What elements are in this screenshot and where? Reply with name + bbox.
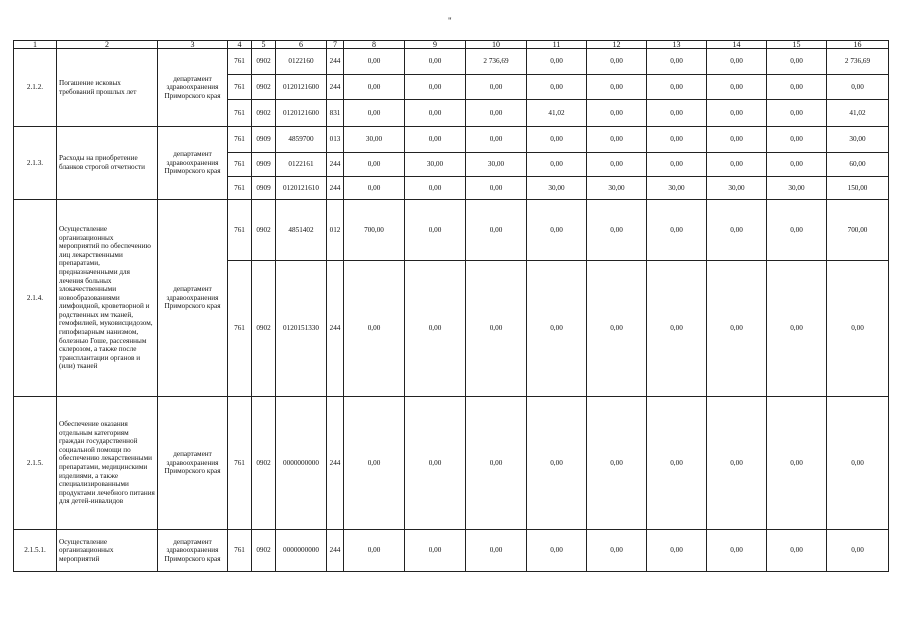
target-article-code: 0000000000 xyxy=(276,397,327,530)
table-row xyxy=(14,530,889,572)
year-value: 30,00 xyxy=(466,153,527,177)
total-value: 700,00 xyxy=(827,200,889,261)
year-value: 0,00 xyxy=(405,530,466,572)
table-row xyxy=(14,397,889,530)
year-value: 0,00 xyxy=(527,530,587,572)
grbs-code: 761 xyxy=(228,153,252,177)
year-value: 0,00 xyxy=(466,100,527,127)
target-article-code: 0122160 xyxy=(276,49,327,75)
column-header: 9 xyxy=(405,41,466,49)
year-value: 0,00 xyxy=(344,177,405,200)
section-code: 0902 xyxy=(252,261,276,397)
year-value: 0,00 xyxy=(707,530,767,572)
target-article-code: 0120151330 xyxy=(276,261,327,397)
column-header: 10 xyxy=(466,41,527,49)
target-article-code: 0120121600 xyxy=(276,100,327,127)
year-value: 0,00 xyxy=(466,177,527,200)
target-article-code: 0122161 xyxy=(276,153,327,177)
year-value: 30,00 xyxy=(344,127,405,153)
column-header: 15 xyxy=(767,41,827,49)
total-value: 150,00 xyxy=(827,177,889,200)
year-value: 30,00 xyxy=(647,177,707,200)
expense-type-code: 013 xyxy=(327,127,344,153)
total-value: 41,02 xyxy=(827,100,889,127)
year-value: 0,00 xyxy=(344,261,405,397)
expense-type-code: 244 xyxy=(327,153,344,177)
year-value: 0,00 xyxy=(647,153,707,177)
item-number: 2.1.4. xyxy=(14,200,57,397)
section-code: 0909 xyxy=(252,127,276,153)
section-code: 0902 xyxy=(252,397,276,530)
year-value: 0,00 xyxy=(707,127,767,153)
expense-type-code: 831 xyxy=(327,100,344,127)
year-value: 41,02 xyxy=(527,100,587,127)
expense-type-code: 244 xyxy=(327,397,344,530)
year-value: 0,00 xyxy=(587,127,647,153)
year-value: 0,00 xyxy=(344,530,405,572)
responsible-department: департамент здравоохранения Приморского края xyxy=(158,49,228,127)
year-value: 30,00 xyxy=(527,177,587,200)
year-value: 0,00 xyxy=(344,397,405,530)
year-value: 0,00 xyxy=(527,261,587,397)
grbs-code: 761 xyxy=(228,127,252,153)
column-header: 14 xyxy=(707,41,767,49)
grbs-code: 761 xyxy=(228,100,252,127)
section-code: 0902 xyxy=(252,100,276,127)
item-number: 2.1.2. xyxy=(14,49,57,127)
year-value: 0,00 xyxy=(707,261,767,397)
grbs-code: 761 xyxy=(228,397,252,530)
year-value: 0,00 xyxy=(767,49,827,75)
section-code: 0902 xyxy=(252,75,276,100)
table-row xyxy=(14,127,889,153)
year-value: 0,00 xyxy=(647,127,707,153)
year-value: 0,00 xyxy=(767,127,827,153)
target-article-code: 0000000000 xyxy=(276,530,327,572)
expense-type-code: 244 xyxy=(327,177,344,200)
grbs-code: 761 xyxy=(228,530,252,572)
year-value: 700,00 xyxy=(344,200,405,261)
year-value: 0,00 xyxy=(466,397,527,530)
responsible-department: департамент здравоохранения Приморского края xyxy=(158,530,228,572)
page-mark: " xyxy=(448,16,452,26)
year-value: 0,00 xyxy=(405,397,466,530)
year-value: 0,00 xyxy=(767,75,827,100)
year-value: 0,00 xyxy=(647,75,707,100)
year-value: 0,00 xyxy=(344,75,405,100)
year-value: 0,00 xyxy=(587,153,647,177)
budget-table xyxy=(13,40,889,572)
year-value: 0,00 xyxy=(767,200,827,261)
year-value: 0,00 xyxy=(344,100,405,127)
grbs-code: 761 xyxy=(228,177,252,200)
year-value: 30,00 xyxy=(767,177,827,200)
year-value: 0,00 xyxy=(466,530,527,572)
year-value: 0,00 xyxy=(527,127,587,153)
table-row xyxy=(14,49,889,75)
year-value: 0,00 xyxy=(587,261,647,397)
column-header: 11 xyxy=(527,41,587,49)
year-value: 0,00 xyxy=(587,397,647,530)
grbs-code: 761 xyxy=(228,200,252,261)
activity-description: Расходы на приобретение бланков строгой отчетности xyxy=(57,127,158,200)
column-header: 5 xyxy=(252,41,276,49)
year-value: 0,00 xyxy=(707,153,767,177)
section-code: 0909 xyxy=(252,153,276,177)
column-header: 12 xyxy=(587,41,647,49)
year-value: 0,00 xyxy=(647,397,707,530)
year-value: 0,00 xyxy=(466,127,527,153)
grbs-code: 761 xyxy=(228,75,252,100)
table-row xyxy=(14,200,889,261)
year-value: 0,00 xyxy=(587,200,647,261)
target-article-code: 4851402 xyxy=(276,200,327,261)
column-header: 7 xyxy=(327,41,344,49)
year-value: 0,00 xyxy=(466,261,527,397)
target-article-code: 4859700 xyxy=(276,127,327,153)
year-value: 0,00 xyxy=(466,75,527,100)
year-value: 0,00 xyxy=(707,397,767,530)
year-value: 0,00 xyxy=(647,530,707,572)
activity-description: Погашение исковых требований прошлых лет xyxy=(57,49,158,127)
year-value: 0,00 xyxy=(647,49,707,75)
column-header: 16 xyxy=(827,41,889,49)
year-value: 0,00 xyxy=(344,153,405,177)
table-body xyxy=(14,41,889,572)
year-value: 0,00 xyxy=(405,261,466,397)
year-value: 0,00 xyxy=(767,261,827,397)
year-value: 0,00 xyxy=(767,530,827,572)
responsible-department: департамент здравоохранения Приморского края xyxy=(158,127,228,200)
year-value: 0,00 xyxy=(587,49,647,75)
total-value: 60,00 xyxy=(827,153,889,177)
expense-type-code: 244 xyxy=(327,75,344,100)
column-header: 13 xyxy=(647,41,707,49)
year-value: 30,00 xyxy=(587,177,647,200)
year-value: 0,00 xyxy=(767,153,827,177)
item-number: 2.1.3. xyxy=(14,127,57,200)
total-value: 0,00 xyxy=(827,261,889,397)
column-number-header-row xyxy=(14,41,889,49)
column-header: 1 xyxy=(14,41,57,49)
expense-type-code: 244 xyxy=(327,530,344,572)
year-value: 0,00 xyxy=(647,200,707,261)
year-value: 2 736,69 xyxy=(466,49,527,75)
expense-type-code: 244 xyxy=(327,261,344,397)
section-code: 0902 xyxy=(252,49,276,75)
year-value: 0,00 xyxy=(405,100,466,127)
section-code: 0902 xyxy=(252,200,276,261)
year-value: 0,00 xyxy=(767,100,827,127)
year-value: 0,00 xyxy=(405,75,466,100)
column-header: 8 xyxy=(344,41,405,49)
section-code: 0909 xyxy=(252,177,276,200)
item-number: 2.1.5. xyxy=(14,397,57,530)
year-value: 0,00 xyxy=(587,75,647,100)
total-value: 30,00 xyxy=(827,127,889,153)
year-value: 0,00 xyxy=(707,200,767,261)
year-value: 0,00 xyxy=(647,100,707,127)
activity-description: Осуществление организационных мероприятий xyxy=(57,530,158,572)
grbs-code: 761 xyxy=(228,49,252,75)
activity-description: Осуществление организационных мероприятий по обеспечению лиц лекарственными препаратами, предназначенными для лечения больных злокачественными новообразованиями лимфоидной, кроветворной и родственных им тканей, гемофилией, муковисцидозом, гипофизарным нанизмом, болезнью Гоше, рассеянным склерозом, а также после трансплантации органов и (или) тканей xyxy=(57,200,158,397)
column-header: 2 xyxy=(57,41,158,49)
target-article-code: 0120121600 xyxy=(276,75,327,100)
year-value: 0,00 xyxy=(587,100,647,127)
target-article-code: 0120121610 xyxy=(276,177,327,200)
grbs-code: 761 xyxy=(228,261,252,397)
total-value: 0,00 xyxy=(827,75,889,100)
year-value: 0,00 xyxy=(707,49,767,75)
activity-description: Обеспечение оказания отдельным категориям граждан государственной социальной помощи по обеспечению лекарственными препаратами, медицинскими изделиями, а также специализированными продуктами лечебного питания для детей-инвалидов xyxy=(57,397,158,530)
total-value: 0,00 xyxy=(827,530,889,572)
year-value: 30,00 xyxy=(707,177,767,200)
section-code: 0902 xyxy=(252,530,276,572)
year-value: 0,00 xyxy=(405,127,466,153)
column-header: 3 xyxy=(158,41,228,49)
year-value: 0,00 xyxy=(405,200,466,261)
year-value: 0,00 xyxy=(466,200,527,261)
year-value: 0,00 xyxy=(527,49,587,75)
year-value: 0,00 xyxy=(527,75,587,100)
total-value: 2 736,69 xyxy=(827,49,889,75)
year-value: 0,00 xyxy=(405,177,466,200)
year-value: 0,00 xyxy=(527,153,587,177)
year-value: 0,00 xyxy=(527,397,587,530)
expense-type-code: 244 xyxy=(327,49,344,75)
column-header: 6 xyxy=(276,41,327,49)
expense-type-code: 012 xyxy=(327,200,344,261)
year-value: 0,00 xyxy=(767,397,827,530)
responsible-department: департамент здравоохранения Приморского края xyxy=(158,200,228,397)
year-value: 0,00 xyxy=(647,261,707,397)
item-number: 2.1.5.1. xyxy=(14,530,57,572)
year-value: 0,00 xyxy=(707,75,767,100)
total-value: 0,00 xyxy=(827,397,889,530)
year-value: 0,00 xyxy=(527,200,587,261)
year-value: 0,00 xyxy=(587,530,647,572)
column-header: 4 xyxy=(228,41,252,49)
year-value: 0,00 xyxy=(405,49,466,75)
responsible-department: департамент здравоохранения Приморского края xyxy=(158,397,228,530)
year-value: 30,00 xyxy=(405,153,466,177)
year-value: 0,00 xyxy=(707,100,767,127)
year-value: 0,00 xyxy=(344,49,405,75)
